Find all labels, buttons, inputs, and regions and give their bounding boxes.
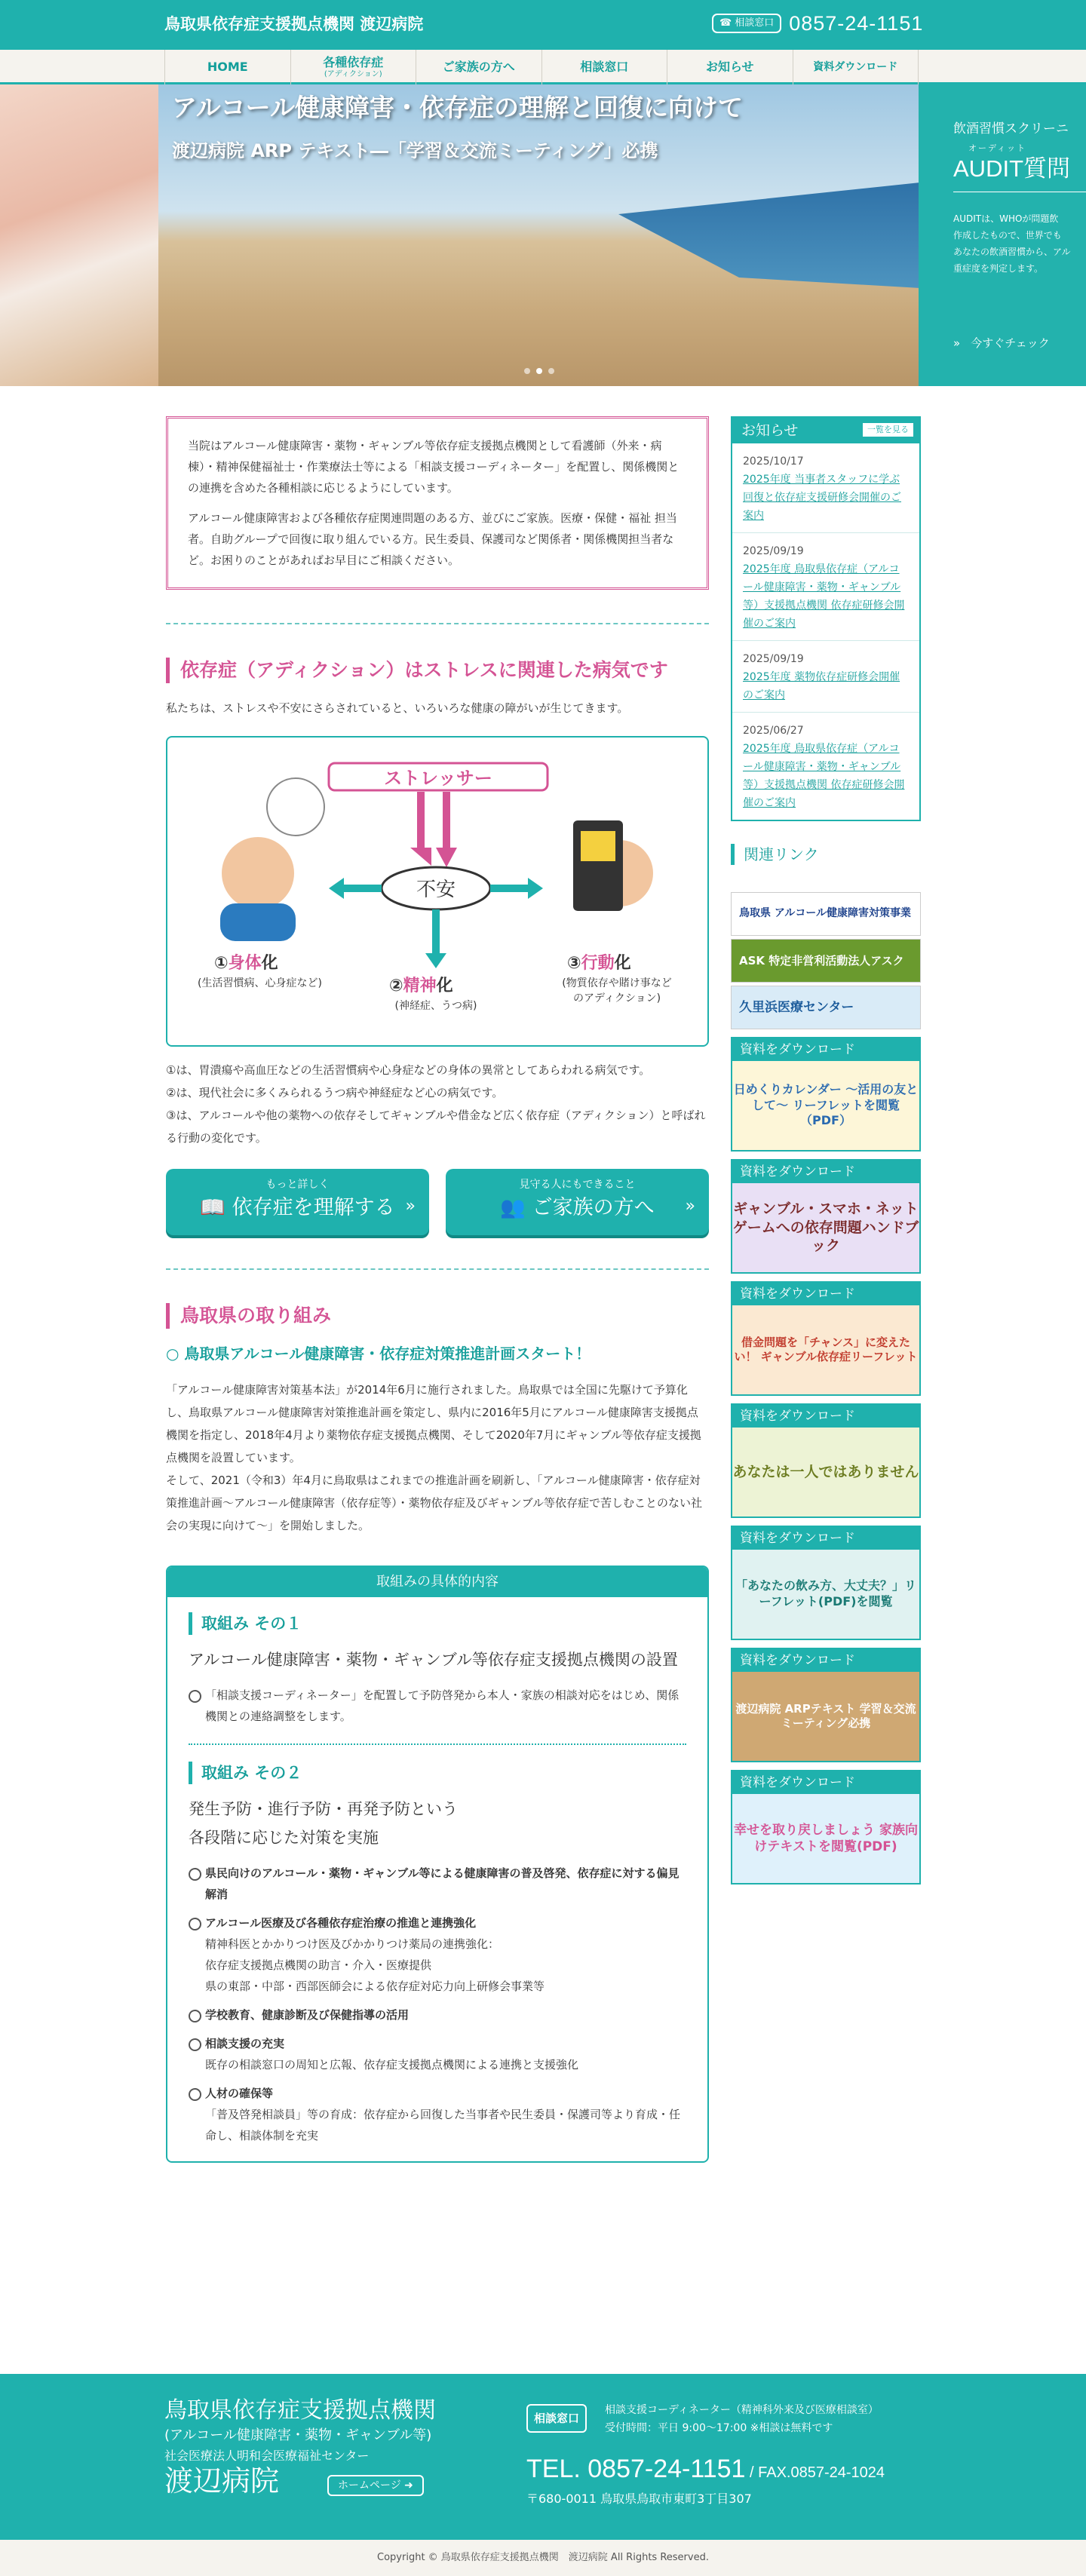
download-thumbnail: 幸せを取り戻しましょう 家族向けテキストを閲覧(PDF) [732, 1794, 919, 1883]
act-note: (物質依存や賭け事など [562, 977, 672, 989]
footer-hosp-sub: 社会医療法人明和会医療福祉センター [164, 2449, 370, 2463]
site-header [0, 0, 1086, 50]
bullet-line: 既存の相談窓口の周知と広報、依存症支援拠点機関による連携と支援強化 [205, 2058, 579, 2072]
audit-text [953, 210, 1086, 277]
hero-subtitle: 渡辺病院 ARP テキスト―「学習＆交流ミーティング」必携 [172, 140, 658, 161]
initiative-lead: アルコール健康障害・薬物・ギャンブル等依存症支援拠点機関の設置 [189, 1651, 678, 1669]
download-thumbnail: 渡辺病院 ARPテキスト 学習＆交流ミーティング必携 [732, 1672, 919, 1761]
news-box [731, 416, 921, 821]
initiative-bullet [189, 2033, 686, 2075]
bullet-line: 県の東部・中部・西部医師会による依存症対応力向上研修会事業等 [205, 1980, 545, 1993]
illustration-person-shirt [220, 903, 296, 941]
footer-consult-info [605, 2401, 879, 2437]
audit-check-link[interactable] [953, 333, 1050, 354]
kurihama-banner[interactable]: 久里浜医療センター [731, 986, 921, 1029]
initiative-bullet [189, 2083, 686, 2146]
audit-title: AUDIT質問 [953, 155, 1070, 182]
nav-consult[interactable] [541, 50, 667, 84]
news-more-button[interactable]: 一覧を見る [863, 423, 913, 437]
header-tel[interactable] [712, 11, 923, 36]
news-title [732, 418, 919, 443]
news-title-text: お知らせ [741, 422, 799, 439]
download-head: 資料をダウンロード [732, 1038, 919, 1061]
footer-home-button[interactable]: ホームページ ➜ [327, 2475, 424, 2496]
related-links-title: 関連リンク [731, 844, 921, 865]
download-head: 資料をダウンロード [732, 1771, 919, 1794]
section-lead: 私たちは、ストレスや不安にさらされていると、いろいろな健康の障がいが生じてきます。 [166, 701, 629, 715]
arrow-head [410, 848, 457, 867]
button-text: ご家族の方へ [532, 1196, 655, 1219]
stressor-arrows [421, 792, 446, 851]
download-thumbnail: 「あなたの飲み方、大丈夫？」リーフレット(PDF)を閲覧 [732, 1550, 919, 1639]
tottori-pref-banner[interactable]: 鳥取県 アルコール健康障害対策事業 [731, 892, 921, 936]
intro-box [166, 416, 709, 590]
illustration-person-body [222, 837, 294, 909]
slider-dot[interactable] [548, 368, 554, 374]
act-note: のアディクション) [572, 992, 661, 1004]
people-icon: 👥 [500, 1196, 532, 1219]
button-text: 依存症を理解する [232, 1196, 395, 1219]
button-label [200, 1196, 394, 1219]
act-suffix: 化 [614, 954, 631, 973]
initiative-bullet [189, 2004, 686, 2026]
news-date: 2025/09/19 [743, 653, 804, 665]
download-head: 資料をダウンロード [732, 1283, 919, 1305]
download-card[interactable] [731, 1770, 921, 1884]
button-sublabel: 見守る人にもできること [519, 1179, 636, 1191]
nav-news[interactable] [667, 50, 793, 84]
audit-line: 作成したもので、世界でも [953, 230, 1062, 241]
slider-dot[interactable] [536, 368, 542, 374]
mind-num: ② [389, 977, 403, 995]
site-footer [0, 2374, 1086, 2540]
body-note: (生活習慣病、心身症など) [198, 977, 322, 989]
download-card[interactable] [731, 1403, 921, 1518]
intro-paragraph: 当院はアルコール健康障害・薬物・ギャンブル等依存症支援拠点機関として看護師（外来・病棟）・精神保健福祉士・作業療法士等による「相談支援コーディネーター」を配置し、関係機関との連携を含めた各種相談に応じるようにしています。 [188, 439, 680, 495]
footer-hospital: 渡辺病院 [164, 2464, 280, 2498]
bullet-title: 人材の確保等 [205, 2087, 274, 2100]
footer-fax: / FAX.0857-24-1024 [745, 2464, 885, 2481]
bullet-title: 学校教育、健康診断及び保健指導の活用 [205, 2008, 410, 2022]
diagram-note: ②は、現代社会に多くみられるうつ病や神経症など心の病気です。 [166, 1086, 504, 1099]
nav-home[interactable] [164, 50, 290, 84]
sidebar [731, 416, 921, 1884]
anxiety-label: 不安 [416, 879, 456, 901]
download-head: 資料をダウンロード [732, 1527, 919, 1550]
act-num: ③ [567, 954, 581, 973]
audit-line: AUDITは、WHOが問題飲 [953, 213, 1059, 225]
cta-buttons [166, 1169, 709, 1235]
ask-banner[interactable]: ASK 特定非営利活動法人アスク [731, 939, 921, 983]
mind-label [389, 976, 453, 995]
initiative-lead [189, 1795, 686, 1852]
slider-dots [524, 368, 554, 374]
body-num: ① [214, 954, 229, 973]
diagram-note: ③は、アルコールや他の薬物への依存そしてギャンブルや借金など広く依存症（アディクション）と呼ばれる行動の変化です。 [166, 1109, 706, 1145]
news-date: 2025/09/19 [743, 545, 804, 557]
body-text: 身体 [228, 954, 262, 973]
audit-ruby: オーディット [968, 143, 1027, 153]
tel-label: 相談窓口 [735, 17, 775, 29]
button-sublabel: もっと詳しく [265, 1179, 330, 1191]
consult-info-line: 相談支援コーディネーター（精神科外来及び医療相談室） [605, 2404, 879, 2416]
footer-tel[interactable] [526, 2452, 885, 2489]
news-link[interactable]: 2025年度 鳥取県依存症（アルコール健康障害・薬物・ギャンブル等）支援拠点機関 依存症研修会開催のご案内 [743, 563, 905, 630]
download-thumbnail: あなたは一人ではありません [732, 1428, 919, 1516]
initiative-title: 取組み その１ [189, 1612, 686, 1635]
initiatives-panel [166, 1566, 709, 2163]
audit-sub: 飲酒習慣スクリーニ [953, 121, 1069, 136]
footer-org: 鳥取県依存症支援拠点機関 [164, 2397, 436, 2424]
intro-paragraph: アルコール健康障害および各種依存症関連問題のある方、並びにご家族。医療・保健・福祉 担当者。自助グループで回復に取り組んでいる方。民生委員、保護司など関係者・関係機関担当者など。お困りのことがあればお早目にご相談ください。 [188, 511, 677, 567]
news-item [732, 713, 919, 820]
site-title[interactable]: 鳥取県依存症支援拠点機関 渡辺病院 [164, 15, 424, 33]
stress-diagram-graphic [167, 738, 707, 1045]
mind-note: (神経症、うつ病) [394, 1000, 477, 1012]
news-link[interactable]: 2025年度 薬物依存症研修会開催のご案内 [743, 671, 900, 701]
download-card[interactable] [731, 1526, 921, 1640]
section-title-tottori: 鳥取県の取り組み [166, 1303, 709, 1329]
download-head: 資料をダウンロード [732, 1649, 919, 1672]
footer-tel-number[interactable]: TEL. 0857-24-1151 [526, 2455, 746, 2483]
news-date: 2025/10/17 [743, 455, 804, 468]
bullet-line: 依存症支援拠点機関の助言・介入・医療提供 [205, 1958, 432, 1972]
main-content [166, 416, 709, 2163]
nav-label: ご家族の方へ [442, 60, 515, 75]
news-link[interactable]: 2025年度 当事者スタッフに学ぶ回復と依存症支援研修会開催のご案内 [743, 474, 901, 522]
tottori-body: 「アルコール健康障害対策基本法」が2014年6月に施行されました。鳥取県では全国に先駆けて予算化し、鳥取県アルコール健康障害対策推進計画を策定し、県内に2016年5月にアルコール健康障害支援拠点機関を指定し、2018年4月より薬物依存症支援拠点機関、そして2020年7月にギャンブル等依存症支援拠点機関を設置しています。 [166, 1383, 701, 1464]
news-date: 2025/06/27 [743, 725, 804, 737]
body-suffix: 化 [261, 954, 278, 973]
nav-label: 相談窓口 [580, 60, 629, 75]
initiative-title: 取組み その２ [189, 1762, 686, 1784]
understand-addiction-button[interactable] [166, 1169, 429, 1235]
button-label [500, 1196, 654, 1219]
news-link[interactable]: 2025年度 鳥取県依存症（アルコール健康障害・薬物・ギャンブル等）支援拠点機関 依存症研修会開催のご案内 [743, 743, 905, 809]
nav-label: 資料ダウンロード [813, 60, 898, 73]
footer-address: 〒680-0011 鳥取県鳥取市東町3丁目307 [526, 2492, 752, 2506]
download-card[interactable] [731, 1281, 921, 1396]
tel-pill [712, 14, 781, 33]
double-chevron-icon: » [405, 1197, 416, 1216]
act-text: 行動 [581, 954, 615, 973]
audit-banner[interactable] [919, 84, 1086, 386]
initiative-bullet: 「相談支援コーディネーター」を配置して予防啓発から本人・家族の相談対応をはじめ、関係機関との連絡調整をします。 [189, 1685, 686, 1727]
download-head: 資料をダウンロード [732, 1161, 919, 1183]
act-label [567, 953, 631, 973]
bullet-title: 相談支援の充実 [205, 2037, 285, 2050]
tottori-subtitle: ○ 鳥取県アルコール健康障害・依存症対策推進計画スタート！ [166, 1345, 591, 1363]
download-card[interactable] [731, 1037, 921, 1152]
download-card[interactable] [731, 1648, 921, 1762]
panel-title: 取組みの具体的内容 [167, 1567, 707, 1597]
footer-org-sub: (アルコール健康障害・薬物・ギャンブル等) [164, 2427, 432, 2443]
download-card[interactable] [731, 1159, 921, 1274]
body-label [214, 953, 278, 973]
bullet-line: 精神科医とかかりつけ医及びかかりつけ薬局の連携強化： [205, 1937, 500, 1951]
slider-dot[interactable] [524, 368, 530, 374]
initiative-bullet [189, 1863, 686, 1905]
audit-link-label: 今すぐチェック [971, 336, 1050, 350]
download-thumbnail: ギャンブル・スマホ・ネットゲームへの依存問題ハンドブック [732, 1183, 919, 1272]
download-thumbnail: 日めくりカレンダー 〜活用の友として〜 リーフレットを閲覧（PDF） [732, 1061, 919, 1150]
double-chevron-icon: » [685, 1197, 695, 1216]
bullet-title: 県民向けのアルコール・薬物・ギャンブル等による健康障害の普及啓発、依存症に対する偏見解消 [205, 1866, 680, 1901]
illustration-thought-bubble [267, 778, 324, 836]
phone-icon: ☎ [719, 17, 732, 29]
tottori-body: そして、2021（令和3）年4月に鳥取県はこれまでの推進計画を刷新し、「アルコール健康障害・依存症対策推進計画～アルコール健康障害（依存症等）・薬物依存症及びギャンブル等依存症で苦しむことのない社会の実現に向けて～」を開始しました。 [166, 1474, 703, 1532]
audit-line: 重症度を判定します。 [953, 263, 1044, 274]
illustration-slot-screen [581, 831, 615, 861]
nav-addiction[interactable] [290, 50, 416, 84]
stressor-label: ストレッサー [384, 768, 492, 789]
mind-text: 精神 [403, 977, 437, 995]
divider [166, 623, 709, 624]
download-head: 資料をダウンロード [732, 1405, 919, 1428]
diagram-note: ①は、胃潰瘍や高血圧などの生活習慣病や心身症などの身体の異常としてあらわれる病気です。 [166, 1063, 651, 1077]
footer-consult-badge: 相談窓口 [526, 2404, 587, 2433]
nav-label: 各種依存症 [323, 55, 384, 70]
consult-info-line: 受付時間：平日 9:00〜17:00 ※相談は無料です [605, 2422, 833, 2434]
double-chevron-icon: » [953, 336, 961, 350]
prev-slide-photo [0, 84, 158, 386]
nav-label: お知らせ [705, 60, 754, 75]
news-item [732, 443, 919, 533]
mind-suffix: 化 [436, 977, 453, 995]
initiative-bullet [189, 1912, 686, 1997]
nav-family[interactable] [416, 50, 541, 84]
copyright: Copyright © 鳥取県依存症支援拠点機関 渡辺病院 All Rights Reserved. [0, 2540, 1086, 2576]
stress-diagram [166, 736, 709, 1047]
lead-line: 各段階に応じた対策を実施 [189, 1829, 379, 1847]
bullet-title: アルコール医療及び各種依存症治療の推進と連携強化 [205, 1916, 477, 1930]
tel-number[interactable]: 0857-24-1151 [789, 11, 924, 35]
nav-label: HOME [207, 60, 248, 75]
download-thumbnail: 借金問題を「チャンス」に変えたい！ ギャンブル依存症リーフレット [732, 1305, 919, 1394]
hero-title: アルコール健康障害・依存症の理解と回復に向けて [172, 93, 744, 122]
nav-download[interactable] [793, 50, 919, 84]
divider [189, 1743, 686, 1745]
bullet-line: 「普及啓発相談員」等の育成：依存症から回復した当事者や民生委員・保護司等より育成・任命し、相談体制を充実 [205, 2108, 681, 2142]
nav-sublabel: (アディクション) [324, 69, 382, 78]
section-title-addiction: 依存症（アディクション）はストレスに関連した病気です [166, 658, 709, 683]
global-nav [0, 50, 1086, 84]
news-item [732, 533, 919, 641]
divider [166, 1268, 709, 1270]
book-icon: 📖 [200, 1196, 232, 1219]
family-button[interactable] [446, 1169, 709, 1235]
audit-line: あなたの飲酒習慣から、アル [953, 247, 1071, 258]
lead-line: 発生予防・進行予防・再発予防という [189, 1800, 458, 1818]
news-item [732, 641, 919, 713]
